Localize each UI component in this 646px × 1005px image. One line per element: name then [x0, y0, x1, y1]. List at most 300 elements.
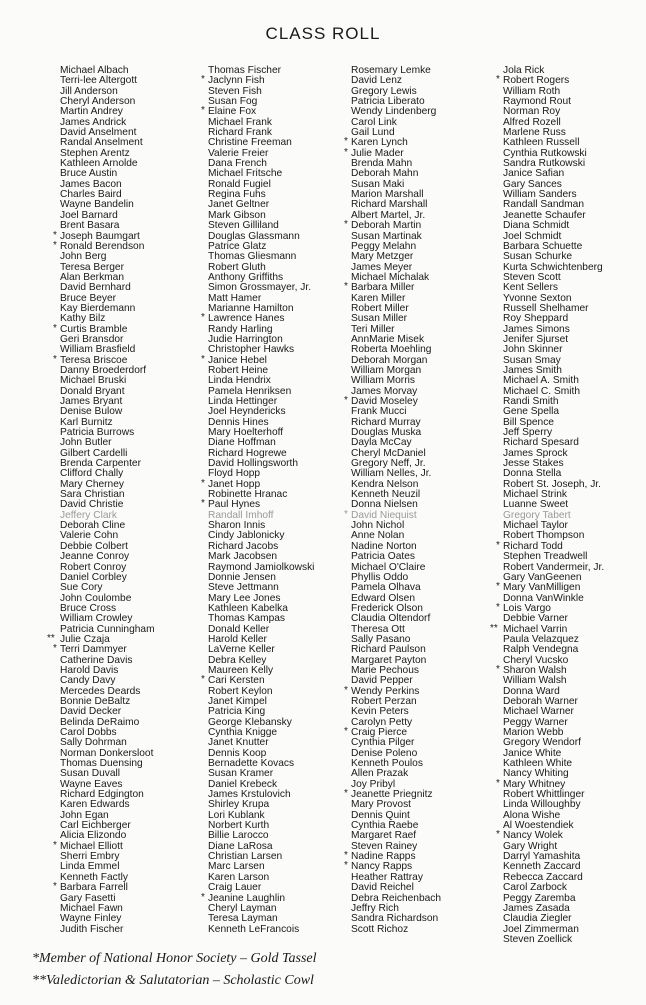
student-name: Marianne Hamilton [208, 302, 294, 314]
student-name: David Reichel [351, 882, 414, 894]
student-name: Judie Harrington [208, 333, 283, 345]
student-name: Diana Schmidt [503, 220, 570, 232]
student-name: Susan Fog [208, 96, 258, 108]
student-name: William Nelles, Jr. [351, 468, 432, 480]
student-name: Donnie Jensen [208, 571, 276, 583]
student-name: Steve Jettmann [208, 582, 279, 594]
student-name: George Klebansky [208, 716, 292, 728]
student-name: Steven Fish [208, 85, 262, 97]
student-name: Jill Anderson [60, 85, 118, 97]
student-name: Patricia Cunningham [60, 623, 155, 635]
student-name: * David Moseley [340, 397, 441, 407]
student-name: Mary Cherney [60, 478, 124, 490]
student-name: Phyllis Oddo [351, 571, 409, 583]
student-name: * Elaine Fox [197, 107, 314, 117]
student-name: Simon Grossmayer, Jr. [208, 282, 312, 294]
student-name: * Nadine Rapps [340, 852, 441, 862]
student-name: Donna VanWinkle [503, 592, 584, 604]
student-name: Randi Smith [503, 396, 559, 407]
student-name: Karen Miller [351, 292, 406, 304]
student-name: Richard Edgington [60, 789, 144, 801]
student-name: John Coulombe [60, 592, 132, 604]
student-name: Susan Duvall [60, 768, 121, 780]
student-name: Thomas Gliesmann [208, 251, 297, 263]
student-name: Terri-lee Altergott [60, 75, 138, 87]
student-name: * Jeanette Priegnitz [340, 790, 441, 800]
student-name: Donald Bryant [60, 385, 125, 397]
student-name: Mary Provost [351, 799, 412, 811]
student-name: * Craig Pierce [340, 728, 441, 738]
student-name: Belinda DeRaimo [60, 716, 140, 728]
student-name: Kathleen Kabelka [208, 602, 288, 614]
student-name: Norman Roy [503, 106, 561, 118]
student-name: Norman Donkersloot [60, 747, 154, 759]
student-name: Matt Hamer [208, 292, 262, 304]
student-name: William Sanders [503, 189, 577, 201]
student-name: Cynthia Pilger [351, 737, 415, 749]
student-name: Joel Barnard [60, 209, 118, 221]
footnote-honor-society: *Member of National Honor Society – Gold Tassel [32, 951, 317, 966]
student-name: Alan Berkman [60, 271, 124, 283]
student-name: Raymond Rout [503, 96, 571, 108]
student-name: James Simons [503, 323, 570, 335]
student-name: Jesse Stakes [503, 458, 564, 470]
student-name: Mary Metzger [351, 251, 414, 263]
student-name: Robinette Hranac [208, 489, 288, 501]
student-name: Linda Willoughby [503, 799, 581, 811]
student-name: Richard Marshall [351, 199, 428, 211]
student-name: Robert Whittlinger [503, 789, 585, 801]
student-name: William Crowley [60, 613, 133, 625]
student-name: LaVerne Keller [208, 644, 275, 656]
student-name: Teresa Layman [208, 913, 278, 925]
student-name: Richard Murray [351, 416, 421, 428]
student-name: Heather Rattray [351, 871, 423, 883]
student-name: Sandra Rutkowski [503, 158, 586, 170]
student-name: Sally Pasano [351, 633, 411, 645]
student-name: * Michael Elliott [49, 842, 155, 852]
roll-column-1 [49, 66, 155, 935]
student-name: Harold Keller [208, 633, 267, 645]
student-name: * Jaclynn Fish [197, 76, 314, 86]
student-name: * Deborah Martin [340, 221, 441, 231]
student-name: Claudia Oltendorf [351, 613, 431, 625]
student-name: Denise Poleno [351, 747, 418, 759]
student-name: Bill Spence [503, 416, 554, 428]
student-name: Carl Eichberger [60, 820, 131, 832]
student-name: Steven Gilliland [208, 220, 279, 232]
student-name: Joel Heyndericks [208, 406, 286, 418]
student-name: David Hollingsworth [208, 458, 299, 470]
student-name: Gary Sances [503, 178, 562, 190]
student-name: Luanne Sweet [503, 499, 569, 511]
student-name: Christine Freeman [208, 137, 292, 149]
student-name: Kenneth Zaccard [503, 861, 581, 873]
student-name: Linda Hendrix [208, 375, 271, 387]
student-name: Jeanne Conroy [60, 551, 130, 563]
student-name: Marlene Russ [503, 127, 566, 139]
student-name: Sally Dohrman [60, 737, 127, 749]
student-name: Mark Jacobsen [208, 551, 278, 563]
student-name: Joy Pribyl [351, 778, 396, 790]
student-name: Teri Miller [351, 323, 395, 335]
student-name: Jeffery Clark [60, 509, 117, 521]
student-name: Geri Bransdor [60, 333, 124, 345]
student-name: Alfred Rozell [503, 116, 561, 128]
student-name: James Morvay [351, 385, 418, 397]
student-name: Christian Larsen [208, 851, 283, 863]
student-name: Gary Fasetti [60, 892, 116, 904]
student-name: Janet Knutter [208, 737, 269, 749]
page-title: CLASS ROLL [265, 24, 381, 43]
student-name: Valerie Cohn [60, 530, 119, 542]
student-name: Brenda Carpenter [60, 458, 141, 470]
student-name: Carol Link [351, 116, 397, 128]
student-name: Sherri Embry [60, 851, 120, 863]
student-name: Randal Anselment [60, 137, 143, 149]
student-name: Roy Sheppard [503, 313, 569, 325]
student-name: Marion Marshall [351, 189, 424, 201]
student-name: Deborah Warner [503, 695, 578, 707]
student-name: John Egan [60, 809, 109, 821]
student-name: Rosemary Lemke [351, 65, 431, 76]
student-name: Robert Heine [208, 364, 269, 376]
student-name: Patricia Burrows [60, 427, 135, 439]
student-name: Carolyn Petty [351, 716, 413, 728]
student-name: Pamela Henriksen [208, 385, 292, 397]
student-name: Deborah Cline [60, 520, 126, 532]
roll-column-3 [340, 66, 441, 935]
student-name: Patrice Glatz [208, 240, 267, 252]
student-name: Susan Miller [351, 313, 408, 325]
student-name: Denise Bulow [60, 406, 123, 418]
student-name: Patricia Oates [351, 551, 415, 563]
student-name: * David Niequist [340, 511, 441, 521]
student-name: Alona Wishe [503, 809, 561, 821]
student-name: Douglas Muska [351, 427, 422, 439]
student-name: Gilbert Cardelli [60, 447, 128, 459]
student-name: Robert Conroy [60, 561, 127, 573]
student-name: Richard Spesard [503, 437, 579, 449]
student-name: Susan Smay [503, 354, 561, 366]
student-name: Michael Bruski [60, 375, 127, 387]
student-name: Judith Fischer [60, 923, 124, 935]
student-name: Carol Zarbock [503, 882, 567, 894]
student-name: Diane Hoffman [208, 437, 276, 449]
student-name: Debbie Colbert [60, 540, 128, 552]
student-name: Deborah Mahn [351, 168, 419, 180]
student-name: * Curtis Bramble [49, 325, 155, 335]
student-name: Kenneth Poulos [351, 758, 423, 770]
student-name: Michael A. Smith [503, 375, 579, 387]
student-name: Cheryl McDaniel [351, 447, 426, 459]
student-name: Marc Larsen [208, 861, 265, 873]
student-name: Margaret Raef [351, 830, 417, 842]
student-name: Richard Jacobs [208, 540, 279, 552]
student-name: AnnMarie Misek [351, 333, 425, 345]
student-name: Michael Strink [503, 489, 567, 501]
student-name: William Walsh [503, 675, 567, 687]
student-name: Steven Zoellick [503, 933, 573, 945]
student-name: Joel Schmidt [503, 230, 562, 242]
student-name: Robert St. Joseph, Jr. [503, 478, 601, 490]
student-name: Russell Shelhamer [503, 302, 589, 314]
student-name: Michael Fawn [60, 902, 123, 914]
student-name: Christopher Hawks [208, 344, 295, 356]
student-name: Raymond Jamiolkowski [208, 561, 315, 573]
student-name: Gail Lund [351, 127, 395, 139]
student-name: Michael Albach [60, 65, 129, 76]
student-name: Donna Stella [503, 468, 562, 480]
student-name: Wendy Lindenberg [351, 106, 437, 118]
student-name: Roberta Moehling [351, 344, 432, 356]
student-name: Candy Davy [60, 675, 116, 687]
student-name: David Decker [60, 706, 122, 718]
student-name: Frederick Olson [351, 602, 423, 614]
student-name: Claudia Ziegler [503, 913, 572, 925]
student-name: Debra Reichenbach [351, 892, 442, 904]
student-name: Edward Olsen [351, 592, 415, 604]
student-name: Kathleen White [503, 758, 573, 770]
student-name: Thomas Kampas [208, 613, 286, 625]
student-name: Paula Velazquez [503, 633, 579, 645]
student-name: William Roth [503, 85, 561, 97]
student-name: Bernadette Kovacs [208, 758, 295, 770]
student-name: Martin Andrey [60, 106, 123, 118]
student-name: Shirley Krupa [208, 799, 270, 811]
student-name: * Nancy Wolek [492, 831, 604, 841]
student-name: Robert Perzan [351, 695, 417, 707]
student-name: Barbara Schuette [503, 240, 583, 252]
student-name: Michael Fritsche [208, 168, 283, 180]
student-name: * Ronald Berendson [49, 242, 155, 252]
student-name: Carol Dobbs [60, 727, 117, 738]
student-name: David Lenz [351, 75, 402, 87]
student-name: Nancy Whiting [503, 768, 569, 780]
student-name: Donna Ward [503, 685, 560, 697]
student-name: Dennis Quint [351, 809, 410, 821]
student-name: Marion Webb [503, 727, 564, 738]
student-name: Bruce Cross [60, 602, 117, 614]
student-name: Darryl Yamashita [503, 851, 581, 863]
student-name: Janice Safian [503, 168, 565, 180]
student-name: Michael Frank [208, 116, 272, 128]
student-name: Cheryl Vucsko [503, 654, 569, 666]
student-name: * Janet Hopp [197, 480, 314, 490]
student-name: Randall Sandman [503, 199, 584, 211]
student-name: Scott Richoz [351, 923, 409, 935]
student-name: Dayla McCay [351, 437, 412, 449]
student-name: Joel Zimmerman [503, 923, 579, 935]
student-name: Regina Fuhs [208, 189, 266, 201]
student-name: Cindy Jablonicky [208, 530, 285, 542]
student-name: Randall Imhoff [208, 509, 274, 521]
student-name: Susan Schurke [503, 251, 573, 263]
student-name: Thomas Duensing [60, 758, 143, 770]
student-name: John Skinner [503, 344, 563, 356]
student-name: David Anselment [60, 127, 137, 139]
student-name: Anne Nolan [351, 530, 405, 542]
student-name: Robert Vandermeir, Jr. [503, 561, 605, 573]
student-name: Bruce Beyer [60, 292, 117, 304]
student-name: Michael Warner [503, 706, 574, 718]
student-name: Catherine Davis [60, 654, 133, 666]
student-name: * Richard Todd [492, 542, 604, 552]
student-name: Al Woestendiek [503, 820, 574, 832]
student-name: Wayne Bandelin [60, 199, 134, 211]
student-name: ** Julie Czaja [49, 635, 155, 645]
student-name: Richard Hogrewe [208, 447, 287, 459]
student-name: Rebecca Zaccard [503, 871, 583, 883]
student-name: Linda Hettinger [208, 396, 278, 407]
student-name: Frank Mucci [351, 406, 407, 418]
student-name: William Brasfield [60, 344, 136, 356]
student-name: Kenneth Factly [60, 871, 128, 883]
student-name: Sue Cory [60, 582, 103, 594]
student-name: Susan Maki [351, 178, 405, 190]
student-name: Kurta Schwichtenberg [503, 261, 603, 273]
student-name: Yvonne Sexton [503, 292, 572, 304]
student-name: Stephen Arentz [60, 147, 130, 159]
student-name: Billie Larocco [208, 830, 269, 842]
student-name: Peggy Warner [503, 716, 568, 728]
student-name: Margaret Payton [351, 654, 427, 666]
student-name: Valerie Freier [208, 147, 269, 159]
student-name: Craig Lauer [208, 882, 262, 894]
student-name: Clifford Chally [60, 468, 124, 480]
student-name: Randy Harling [208, 323, 273, 335]
student-name: Cynthia Rutkowski [503, 147, 587, 159]
student-name: Robert Thompson [503, 530, 585, 542]
student-name: Cynthia Knigge [208, 727, 278, 738]
student-name: Floyd Hopp [208, 468, 261, 480]
student-name: Jeffry Rich [351, 902, 399, 914]
student-name: Mary Lee Jones [208, 592, 281, 604]
student-name: * Terri Dammyer [49, 645, 155, 655]
student-name: Richard Paulson [351, 644, 426, 656]
student-name: Mark Gibson [208, 209, 266, 221]
student-name: Ronald Fugiel [208, 178, 271, 190]
student-name: David Christie [60, 499, 124, 511]
student-name: John Butler [60, 437, 112, 449]
student-name: James Andrick [60, 116, 127, 128]
student-name: Donald Keller [208, 623, 270, 635]
student-name: Gene Spella [503, 406, 560, 418]
student-name: Deborah Morgan [351, 354, 428, 366]
student-name: Cynthia Raebe [351, 820, 419, 832]
student-name: Thomas Fischer [208, 65, 282, 76]
student-name: Susan Kramer [208, 768, 274, 780]
footnote-valedictorian: **Valedictorian & Salutatorian – Scholastic Cowl [32, 973, 314, 988]
student-name: Robert Keylon [208, 685, 273, 697]
student-name: Richard Frank [208, 127, 272, 139]
student-name: Albert Martel, Jr. [351, 209, 426, 221]
student-name: Robert Miller [351, 302, 409, 314]
student-name: Dennis Hines [208, 416, 269, 428]
student-name: * Barbara Miller [340, 283, 441, 293]
student-name: Wayne Eaves [60, 778, 123, 790]
student-name: Bruce Austin [60, 168, 118, 180]
student-name: Kendra Nelson [351, 478, 419, 490]
student-name: Mary Hoelterhoff [208, 427, 284, 439]
student-name: William Morgan [351, 364, 422, 376]
student-name: Karen Edwards [60, 799, 130, 811]
student-name: Gregory Tabert [503, 509, 571, 521]
student-name: Karen Larson [208, 871, 270, 883]
student-name: Steven Rainey [351, 840, 418, 852]
student-name: Theresa Ott [351, 623, 405, 635]
student-name: ** Michael Varrin [492, 625, 604, 635]
student-name: Kathy Bilz [60, 313, 106, 325]
student-name: Linda Emmel [60, 861, 120, 873]
student-name: * Janice Hebel [197, 356, 314, 366]
student-name: Donna Nielsen [351, 499, 418, 511]
student-name: Daniel Corbley [60, 571, 127, 583]
student-name: Sandra Richardson [351, 913, 439, 925]
student-name: Pamela Olhava [351, 582, 421, 594]
student-name: John Nichol [351, 520, 405, 532]
student-name: Susan Martinak [351, 230, 422, 242]
student-name: Peggy Zaremba [503, 892, 576, 904]
student-name: * Wendy Perkins [340, 687, 441, 697]
student-name: Diane LaRosa [208, 840, 273, 852]
student-name: Michael Michalak [351, 271, 430, 283]
student-name: Bonnie DeBaltz [60, 695, 131, 707]
student-name: Daniel Krebeck [208, 778, 278, 790]
student-name: Kay Bierdemann [60, 302, 136, 314]
student-name: * Cari Kersten [197, 676, 314, 686]
student-name: Harold Davis [60, 664, 119, 676]
student-name: * Julie Mader [340, 149, 441, 159]
student-name: Gregory Wendorf [503, 737, 581, 749]
student-name: Kenneth LeFrancois [208, 923, 300, 935]
student-name: Wayne Finley [60, 913, 122, 925]
student-name: Janet Kimpel [208, 695, 267, 707]
student-name: Michael Taylor [503, 520, 568, 532]
student-name: Robert Gluth [208, 261, 266, 273]
student-name: Alicia Elizondo [60, 830, 127, 842]
student-name: James Zasada [503, 902, 570, 914]
student-name: Debbie Varner [503, 613, 568, 625]
student-name: Janet Geltner [208, 199, 270, 211]
student-name: Allen Prazak [351, 768, 409, 780]
student-name: * Jeanine Laughlin [197, 894, 314, 904]
student-name: James Krstulovich [208, 789, 291, 801]
student-name: Anthony Griffiths [208, 271, 284, 283]
roll-column-2 [197, 66, 314, 935]
student-name: Stephen Treadwell [503, 551, 588, 563]
roll-column-4 [492, 66, 604, 945]
student-name: Ralph Vendegna [503, 644, 579, 656]
student-name: Gary Wright [503, 840, 558, 852]
student-name: Norbert Kurth [208, 820, 270, 832]
student-name: * Mary VanMilligen [492, 583, 604, 593]
student-name: John Berg [60, 251, 107, 263]
student-name: Nadine Norton [351, 540, 417, 552]
student-name: Karl Burnitz [60, 416, 113, 428]
student-name: Douglas Glassmann [208, 230, 300, 242]
student-name: * Lois Vargo [492, 604, 604, 614]
student-name: * Lawrence Hanes [197, 314, 314, 324]
student-name: Mercedes Deards [60, 685, 141, 697]
student-name: * Sharon Walsh [492, 666, 604, 676]
student-name: Kathleen Russell [503, 137, 580, 149]
student-name: David Pepper [351, 675, 413, 687]
student-name: Debra Kelley [208, 654, 267, 666]
student-name: Kent Sellers [503, 282, 558, 294]
student-name: Marie Pechous [351, 664, 419, 676]
student-name: Cheryl Anderson [60, 96, 136, 108]
